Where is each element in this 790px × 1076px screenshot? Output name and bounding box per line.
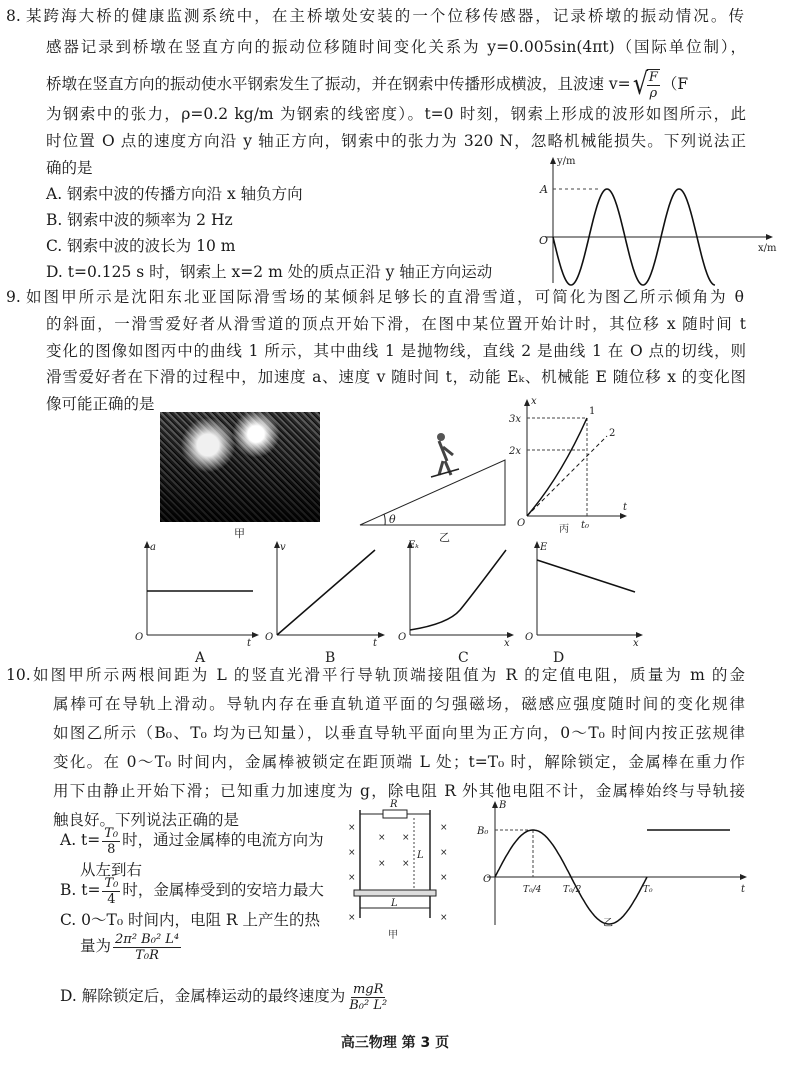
option-text: A. t= [60,831,101,849]
origin-label: O [539,234,549,247]
angle-arc [384,514,385,525]
x-axis-arrow [766,234,773,240]
x-axis-label: t [373,638,378,649]
q10-line: 变化。在 0～T₀ 时间内，金属棒被锁定在距顶端 L 处；t=T₀ 时，解除锁定，金属棒在重力作 [53,753,745,771]
tick-3x: 3x [509,414,522,425]
origin-label: O [517,518,526,529]
fraction [102,876,120,907]
q9-line: 滑雪爱好者在下滑的过程中，加速度 a、速度 v 随时间 t，动能 Eₖ、机械能 E 随位移 x 的变化图 [46,368,746,386]
x-t-graph [509,396,635,535]
caption-yi: 乙 [603,918,613,929]
incline [360,460,505,525]
tangent-line-2 [527,436,607,516]
tick-t0: T₀ [643,885,653,895]
option-c-graph [398,540,528,670]
ski-slope-photo [160,412,320,522]
tick-t0: t₀ [581,520,590,531]
q8-line: 确的是 [46,159,93,177]
e-x-line [537,560,635,592]
q10-line: 如图甲所示两根间距为 L 的竖直光滑平行导轨顶端接阻值为 R 的定值电阻，质量为 m 的金 [33,666,745,684]
x-axis-label: x [633,638,639,649]
q8-line: （F [661,75,689,93]
q8-line: 某跨海大桥的健康监测系统中，在主桥墩处安装的一个位移传感器，记录桥墩的振动情况。传 [26,7,744,25]
q8-line: 桥墩在竖直方向的振动使水平钢索发生了振动，并在钢索中传播形成横波，且波速 v= [46,75,631,93]
x-axis-label: x [504,638,510,649]
y-axis-label: E [540,542,548,553]
page-footer: 高三物理 第 3 页 [340,1035,450,1051]
skier-icon [431,433,459,477]
v-t-line [277,550,375,635]
option-d-graph [525,540,655,670]
q9-line: 像可能正确的是 [46,395,155,413]
option-text: D. 解除锁定后，金属棒运动的最终速度为 [60,987,346,1005]
field-x-mark: × [348,873,356,883]
q10-option-b [60,872,324,908]
y-axis-label: v [280,542,286,553]
field-x-mark: × [440,848,448,858]
q10-number: 10. [6,666,31,684]
numerator: mgR [352,981,384,997]
origin-label: O [265,632,274,643]
field-x-mark: × [378,859,386,869]
denominator: B₀² L² [349,997,388,1013]
q10-option-c: C. 0～T₀ 时间内，电阻 R 上产生的热 [60,911,321,929]
q9-line: 变化的图像如图丙中的曲线 1 所示，其中曲线 1 是抛物线，直线 2 是曲线 1 在 O 点的切线，则 [46,342,746,360]
field-x-mark: × [440,873,448,883]
metal-rod [354,890,436,896]
y-axis-label: Eₖ [408,540,419,551]
curve-1 [527,418,587,516]
x-axis-label: t [741,884,746,895]
fraction [102,826,120,857]
numerator: T₀ [104,825,119,841]
q8-number: 8. [6,7,21,25]
y-axis-label: B [499,800,507,811]
origin-label: O [135,632,144,643]
q10-line: 用下由静止开始下滑；已知重力加速度为 g，除电阻 R 外其他电阻不计，金属棒始终与导轨接 [53,782,745,800]
option-a-graph [135,540,265,670]
q8-option-c: C. 钢索中波的波长为 10 m [46,237,236,255]
resistor [383,810,407,818]
field-x-mark: × [348,823,356,833]
y-axis-label: x [531,396,537,407]
origin-label: O [525,632,534,643]
q8-line: 感器记录到桥墩在竖直方向的振动位移随时间变化关系为 y=0.005sin(4πt)（国际单位制）， [46,38,746,56]
tick-2x: 2x [509,446,522,457]
option-label: C [458,650,469,666]
denominator: 4 [107,891,116,907]
q9-line: 如图甲所示是沈阳东北亚国际滑雪场的某倾斜足够长的直滑雪道，可简化为图乙所示倾角为 θ [26,288,744,306]
q8-line: 时位置 O 点的速度方向沿 y 轴正方向，钢索中的张力为 320 N，忽略机械能损失。下列说法正 [46,132,746,150]
option-label: A [195,650,206,666]
field-x-mark: × [440,913,448,923]
q10-option-a [60,822,324,858]
caption-bing: 丙 [559,524,569,535]
q9-line: 的斜面，一滑雪爱好者从滑雪道的顶点开始下滑，在图中某位置开始计时，其位移 x 随时间 t [46,315,746,333]
sqrt-formula: √ $\frac{F}{\rho}$ [632,67,658,102]
option-label: D [553,650,565,666]
field-x-mark: × [402,859,410,869]
field-x-mark: × [378,833,386,843]
x-axis-label: t [247,638,252,649]
q8-line-wave-speed [46,66,688,102]
q10-line: 触良好。下列说法正确的是 [53,811,240,829]
numerator: 2π² B₀² L⁴ [115,931,180,947]
option-text: 时，金属棒受到的安培力最大 [122,881,324,899]
field-x-mark: × [440,823,448,833]
resistor-label: R [390,799,398,810]
q10-line: 属棒可在导轨上滑动。导轨内存在垂直轨道平面的匀强磁场，磁感应强度随时间的变化规律 [53,695,745,713]
line-2-label: 2 [609,428,616,439]
tick-t0-4: T₀/4 [523,885,542,895]
field-x-mark: × [402,833,410,843]
q10-option-c-cont [80,928,183,964]
option-text: 时，通过金属棒的电流方向为 [122,831,324,849]
denominator: ρ [649,86,658,101]
incline-figure [355,425,510,544]
denominator: T₀R [135,947,159,963]
q10-line: 如图乙所示（B₀、T₀ 均为已知量），以垂直导轨平面向里为正方向，0～T₀ 时间内按正弦规律 [53,724,745,742]
fraction [113,932,181,963]
q9-number: 9. [6,288,21,306]
caption-yi: 乙 [439,531,450,544]
option-label: B [325,650,336,666]
option-text: 量为 [80,937,112,955]
origin-label: O [398,632,407,643]
q10-option-d [60,978,391,1014]
amplitude-label: A [540,183,548,196]
origin-label: O [483,874,492,885]
field-x-mark: × [348,848,356,858]
y-axis-arrow [550,157,556,164]
q8-option-d: D. t=0.125 s 时，钢索上 x=2 m 处的质点正沿 y 轴正方向运动 [46,263,493,281]
option-text: B. t= [60,881,101,899]
field-x-mark: × [348,913,356,923]
width-label: L [391,898,398,909]
option-b-graph [265,540,395,670]
caption-jia: 甲 [234,527,245,540]
rail-circuit-figure [340,800,450,945]
tick-t0-2: T₀/2 [563,885,582,895]
numerator: F [648,70,658,85]
caption-jia: 甲 [388,930,398,941]
denominator: 8 [107,841,116,857]
angle-label: θ [389,513,396,526]
length-label: L [417,850,424,861]
q10-option-a-cont: 从左到右 [80,861,143,879]
q8-line: 为钢索中的张力，ρ=0.2 kg/m 为钢索的线密度）。t=0 时刻，钢索上形成的波形如图所示，此 [46,105,746,123]
fraction [347,982,389,1013]
ek-x-curve [410,550,506,630]
q8-wave-figure [530,155,780,285]
numerator: T₀ [104,875,119,891]
x-axis-label: x/m [758,243,777,254]
b-t-graph [475,800,765,930]
x-axis-label: t [623,502,628,513]
q8-option-a: A. 钢索中波的传播方向沿 x 轴负方向 [46,185,303,203]
y-axis-label: y/m [557,156,576,167]
y-axis-label: a [150,542,156,553]
curve-1-label: 1 [589,406,596,417]
q8-option-b: B. 钢索中波的频率为 2 Hz [46,211,233,229]
b0-label: B₀ [477,826,489,837]
